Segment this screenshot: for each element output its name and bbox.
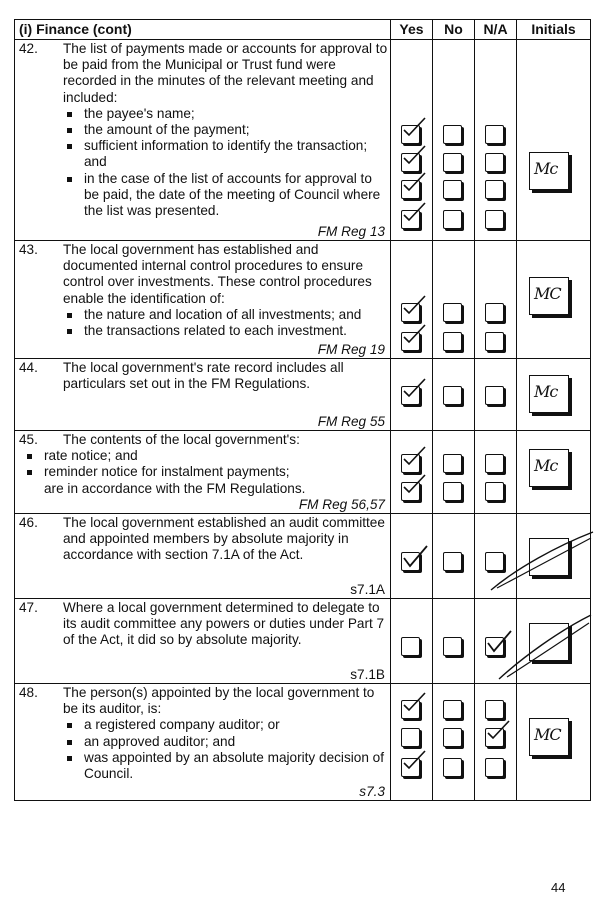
no-checkbox[interactable] bbox=[443, 700, 462, 719]
question-47 bbox=[15, 599, 391, 684]
question-text: The local government's rate record includes all particulars set out in the FM Regulations. bbox=[63, 360, 344, 392]
na-checkbox[interactable] bbox=[485, 454, 504, 473]
no-checkbox[interactable] bbox=[443, 210, 462, 229]
checkmark-icon bbox=[401, 377, 427, 399]
no-checkbox[interactable] bbox=[443, 332, 462, 351]
bullet-item: the transactions related to each investment. bbox=[63, 323, 388, 339]
initials-cell bbox=[517, 684, 591, 801]
na-checkbox[interactable] bbox=[485, 700, 504, 719]
section-reference: s7.1A bbox=[350, 581, 385, 597]
checkmark-icon bbox=[401, 749, 427, 771]
checkmark-icon bbox=[401, 473, 427, 495]
initials-column-header: Initials bbox=[517, 20, 591, 40]
question-text: The local government has established and documented internal control procedures to ensure control over investments. These control procedures enable the identification of: bbox=[63, 242, 372, 306]
initials-signature: Mc bbox=[534, 159, 558, 178]
checkmark-icon bbox=[401, 144, 427, 166]
na-checkbox[interactable] bbox=[485, 125, 504, 144]
header-row bbox=[15, 20, 591, 40]
bullet-item: sufficient information to identify the transaction; and bbox=[63, 138, 388, 170]
question-number: 42. bbox=[19, 41, 38, 56]
question-text: The person(s) appointed by the local government to be its auditor, is: bbox=[63, 685, 375, 717]
no-checkbox[interactable] bbox=[443, 482, 462, 501]
yes-cell bbox=[391, 40, 433, 241]
no-cell bbox=[433, 241, 475, 359]
bullet-item: in the case of the list of accounts for approval to be paid, the date of the meeting of Council where the list was presented. bbox=[63, 171, 388, 220]
bullet-item: was appointed by an absolute majority decision of Council. bbox=[63, 750, 388, 782]
no-cell bbox=[433, 599, 475, 684]
initials-cell bbox=[517, 241, 591, 359]
question-number: 44. bbox=[19, 360, 38, 375]
question-text: The contents of the local government's: bbox=[63, 432, 300, 447]
na-checkbox[interactable] bbox=[485, 332, 504, 351]
question-text: Where a local government determined to delegate to its audit committee any powers or duties under Part 7 of the Act, it did so by absolute majority. bbox=[63, 600, 385, 648]
initials-signature: MC bbox=[534, 284, 561, 303]
yes-cell bbox=[391, 599, 433, 684]
initials-cell bbox=[517, 599, 591, 684]
initials-cell bbox=[517, 514, 591, 599]
regulation-reference: FM Reg 55 bbox=[317, 413, 385, 429]
section-reference: s7.1B bbox=[350, 666, 385, 682]
question-number: 47. bbox=[19, 600, 38, 615]
question-number: 48. bbox=[19, 685, 38, 700]
initials-box[interactable] bbox=[529, 152, 569, 190]
regulation-reference: FM Reg 56,57 bbox=[298, 496, 385, 512]
question-row-43 bbox=[15, 241, 591, 359]
no-cell bbox=[433, 684, 475, 801]
bullet-item: reminder notice for instalment payments; bbox=[23, 464, 388, 480]
strike-through-mark bbox=[487, 528, 597, 592]
question-row-44 bbox=[15, 359, 591, 431]
initials-box[interactable] bbox=[529, 449, 569, 487]
regulation-reference: FM Reg 13 bbox=[317, 223, 385, 239]
yes-cell bbox=[391, 431, 433, 514]
checkmark-icon bbox=[401, 323, 427, 345]
question-row-42 bbox=[15, 40, 591, 241]
question-row-45 bbox=[15, 431, 591, 514]
no-checkbox[interactable] bbox=[443, 180, 462, 199]
bullet-item: an approved auditor; and bbox=[63, 734, 388, 750]
na-cell bbox=[475, 684, 517, 801]
audit-checklist-table bbox=[14, 19, 591, 801]
question-text: The list of payments made or accounts for approval to be paid from the Municipal or Trust fund were recorded in the minutes of the relevant meeting and included: bbox=[63, 41, 388, 105]
na-checkbox[interactable] bbox=[485, 303, 504, 322]
question-number: 45. bbox=[19, 432, 38, 447]
no-checkbox[interactable] bbox=[443, 454, 462, 473]
regulation-reference: FM Reg 19 bbox=[317, 341, 385, 357]
no-checkbox[interactable] bbox=[443, 303, 462, 322]
bullet-item: the amount of the payment; bbox=[63, 122, 388, 138]
na-cell bbox=[475, 359, 517, 431]
section-reference: s7.3 bbox=[359, 783, 385, 799]
na-cell bbox=[475, 431, 517, 514]
initials-signature: MC bbox=[534, 725, 561, 744]
checkmark-icon bbox=[401, 294, 427, 316]
initials-box[interactable] bbox=[529, 375, 569, 413]
question-row-46 bbox=[15, 514, 591, 599]
strike-through-mark bbox=[495, 611, 595, 681]
question-row-48 bbox=[15, 684, 591, 801]
na-cell bbox=[475, 40, 517, 241]
question-row-47 bbox=[15, 599, 591, 684]
no-checkbox[interactable] bbox=[443, 758, 462, 777]
checkmark-icon bbox=[401, 201, 427, 223]
yes-checkbox[interactable] bbox=[401, 637, 420, 656]
bullet-item: the nature and location of all investments; and bbox=[63, 307, 388, 323]
yes-cell bbox=[391, 359, 433, 431]
bullet-item: the payee's name; bbox=[63, 106, 388, 122]
question-number: 43. bbox=[19, 242, 38, 257]
checkmark-icon bbox=[401, 542, 427, 564]
bullet-item: rate notice; and bbox=[23, 448, 388, 464]
bullet-item: a registered company auditor; or bbox=[63, 717, 388, 733]
initials-cell bbox=[517, 431, 591, 514]
initials-cell bbox=[517, 40, 591, 241]
section-title: (i) Finance (cont) bbox=[15, 20, 391, 40]
initials-box[interactable] bbox=[529, 277, 569, 315]
na-column-header: N/A bbox=[475, 20, 517, 40]
question-42 bbox=[15, 40, 391, 241]
question-44 bbox=[15, 359, 391, 431]
question-43 bbox=[15, 241, 391, 359]
checkmark-icon bbox=[485, 719, 511, 741]
yes-cell bbox=[391, 241, 433, 359]
na-checkbox[interactable] bbox=[485, 210, 504, 229]
question-48 bbox=[15, 684, 391, 801]
initials-signature: Mc bbox=[534, 382, 558, 401]
no-checkbox[interactable] bbox=[443, 125, 462, 144]
no-cell bbox=[433, 40, 475, 241]
no-cell bbox=[433, 431, 475, 514]
no-cell bbox=[433, 359, 475, 431]
checkmark-icon bbox=[401, 445, 427, 467]
na-checkbox[interactable] bbox=[485, 482, 504, 501]
yes-cell bbox=[391, 514, 433, 599]
question-45 bbox=[15, 431, 391, 514]
question-number: 46. bbox=[19, 515, 38, 530]
yes-cell bbox=[391, 684, 433, 801]
na-checkbox[interactable] bbox=[485, 153, 504, 172]
no-cell bbox=[433, 514, 475, 599]
no-checkbox[interactable] bbox=[443, 637, 462, 656]
na-checkbox[interactable] bbox=[485, 386, 504, 405]
initials-cell bbox=[517, 359, 591, 431]
initials-signature: Mc bbox=[534, 456, 558, 475]
page-number: 44 bbox=[551, 880, 566, 895]
no-checkbox[interactable] bbox=[443, 728, 462, 747]
na-checkbox[interactable] bbox=[485, 758, 504, 777]
checkmark-icon bbox=[401, 171, 427, 193]
no-column-header: No bbox=[433, 20, 475, 40]
no-checkbox[interactable] bbox=[443, 552, 462, 571]
initials-box[interactable] bbox=[529, 718, 569, 756]
checkmark-icon bbox=[401, 116, 427, 138]
checkmark-icon bbox=[401, 691, 427, 713]
yes-column-header: Yes bbox=[391, 20, 433, 40]
question-46 bbox=[15, 514, 391, 599]
na-cell bbox=[475, 241, 517, 359]
no-checkbox[interactable] bbox=[443, 386, 462, 405]
question-text: The local government established an audit committee and appointed members by absolute majority in accordance with section 7.1A of the Act. bbox=[63, 515, 385, 563]
question-text-continued: are in accordance with the FM Regulations. bbox=[44, 480, 306, 496]
na-checkbox[interactable] bbox=[485, 180, 504, 199]
yes-checkbox[interactable] bbox=[401, 728, 420, 747]
no-checkbox[interactable] bbox=[443, 153, 462, 172]
